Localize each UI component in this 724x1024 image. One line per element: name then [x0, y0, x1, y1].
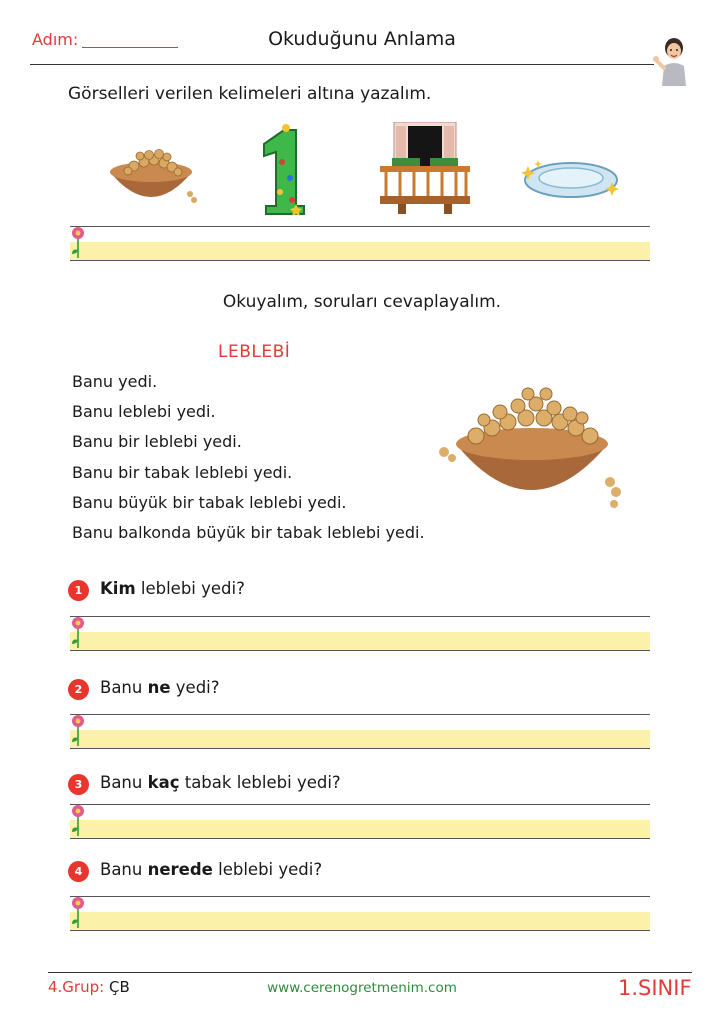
- answer-writing-band[interactable]: [70, 730, 650, 748]
- story-line: Banu bir leblebi yedi.: [72, 432, 242, 451]
- teacher-avatar: [652, 34, 692, 86]
- story-line: Banu bir tabak leblebi yedi.: [72, 463, 293, 482]
- question-3: Banu kaç tabak leblebi yedi?: [100, 773, 341, 792]
- number-one-image: [256, 122, 308, 218]
- story-line: Banu büyük bir tabak leblebi yedi.: [72, 493, 347, 512]
- balcony-image: [378, 122, 472, 218]
- answer-line-bottom: [70, 650, 650, 651]
- question-number-badge: 4: [68, 861, 89, 882]
- instruction-write-words: Görselleri verilen kelimeleri altına yazalım.: [68, 84, 432, 104]
- footer-group: 4.Grup: ÇB: [48, 978, 130, 996]
- question-number-badge: 1: [68, 580, 89, 601]
- question-2: Banu ne yedi?: [100, 678, 220, 697]
- question-number-badge: 2: [68, 679, 89, 700]
- flower-icon: [70, 714, 86, 748]
- flower-icon: [70, 804, 86, 838]
- story-line: Banu leblebi yedi.: [72, 402, 216, 421]
- answer-line-bottom: [70, 838, 650, 839]
- answer-writing-band[interactable]: [70, 632, 650, 650]
- answer-line-top: [70, 896, 650, 897]
- bowl-of-leblebi-image: [104, 122, 198, 218]
- answer-line-bottom: [70, 748, 650, 749]
- flower-icon: [70, 226, 86, 260]
- flower-icon: [70, 616, 86, 650]
- answer-line-top: [70, 804, 650, 805]
- leblebi-bowl-illustration: [436, 386, 626, 518]
- answer-line-top: [70, 616, 650, 617]
- question-number-badge: 3: [68, 774, 89, 795]
- answer-line-top: [70, 714, 650, 715]
- story-line: Banu yedi.: [72, 372, 158, 391]
- question-1: Kim leblebi yedi?: [100, 579, 245, 598]
- answer-writing-band[interactable]: [70, 242, 650, 260]
- name-label: Adım:: [32, 30, 79, 49]
- story-title: LEBLEBİ: [218, 342, 291, 362]
- answer-line-bottom: [70, 260, 650, 261]
- answer-line-top: [70, 226, 650, 227]
- page-title: Okuduğunu Anlama: [268, 28, 456, 50]
- plate-image: [518, 122, 624, 218]
- footer-divider: [48, 972, 692, 973]
- story-line: Banu balkonda büyük bir tabak leblebi yedi.: [72, 523, 425, 542]
- answer-writing-band[interactable]: [70, 912, 650, 930]
- flower-icon: [70, 896, 86, 930]
- question-4: Banu nerede leblebi yedi?: [100, 860, 323, 879]
- answer-line-bottom: [70, 930, 650, 931]
- answer-writing-band[interactable]: [70, 820, 650, 838]
- footer-website-link[interactable]: www.cerenogretmenim.com: [267, 980, 457, 996]
- footer-grade: 1.SINIF: [618, 976, 692, 1000]
- header-divider: [30, 64, 654, 65]
- instruction-read-answer: Okuyalım, soruları cevaplayalım.: [222, 292, 502, 312]
